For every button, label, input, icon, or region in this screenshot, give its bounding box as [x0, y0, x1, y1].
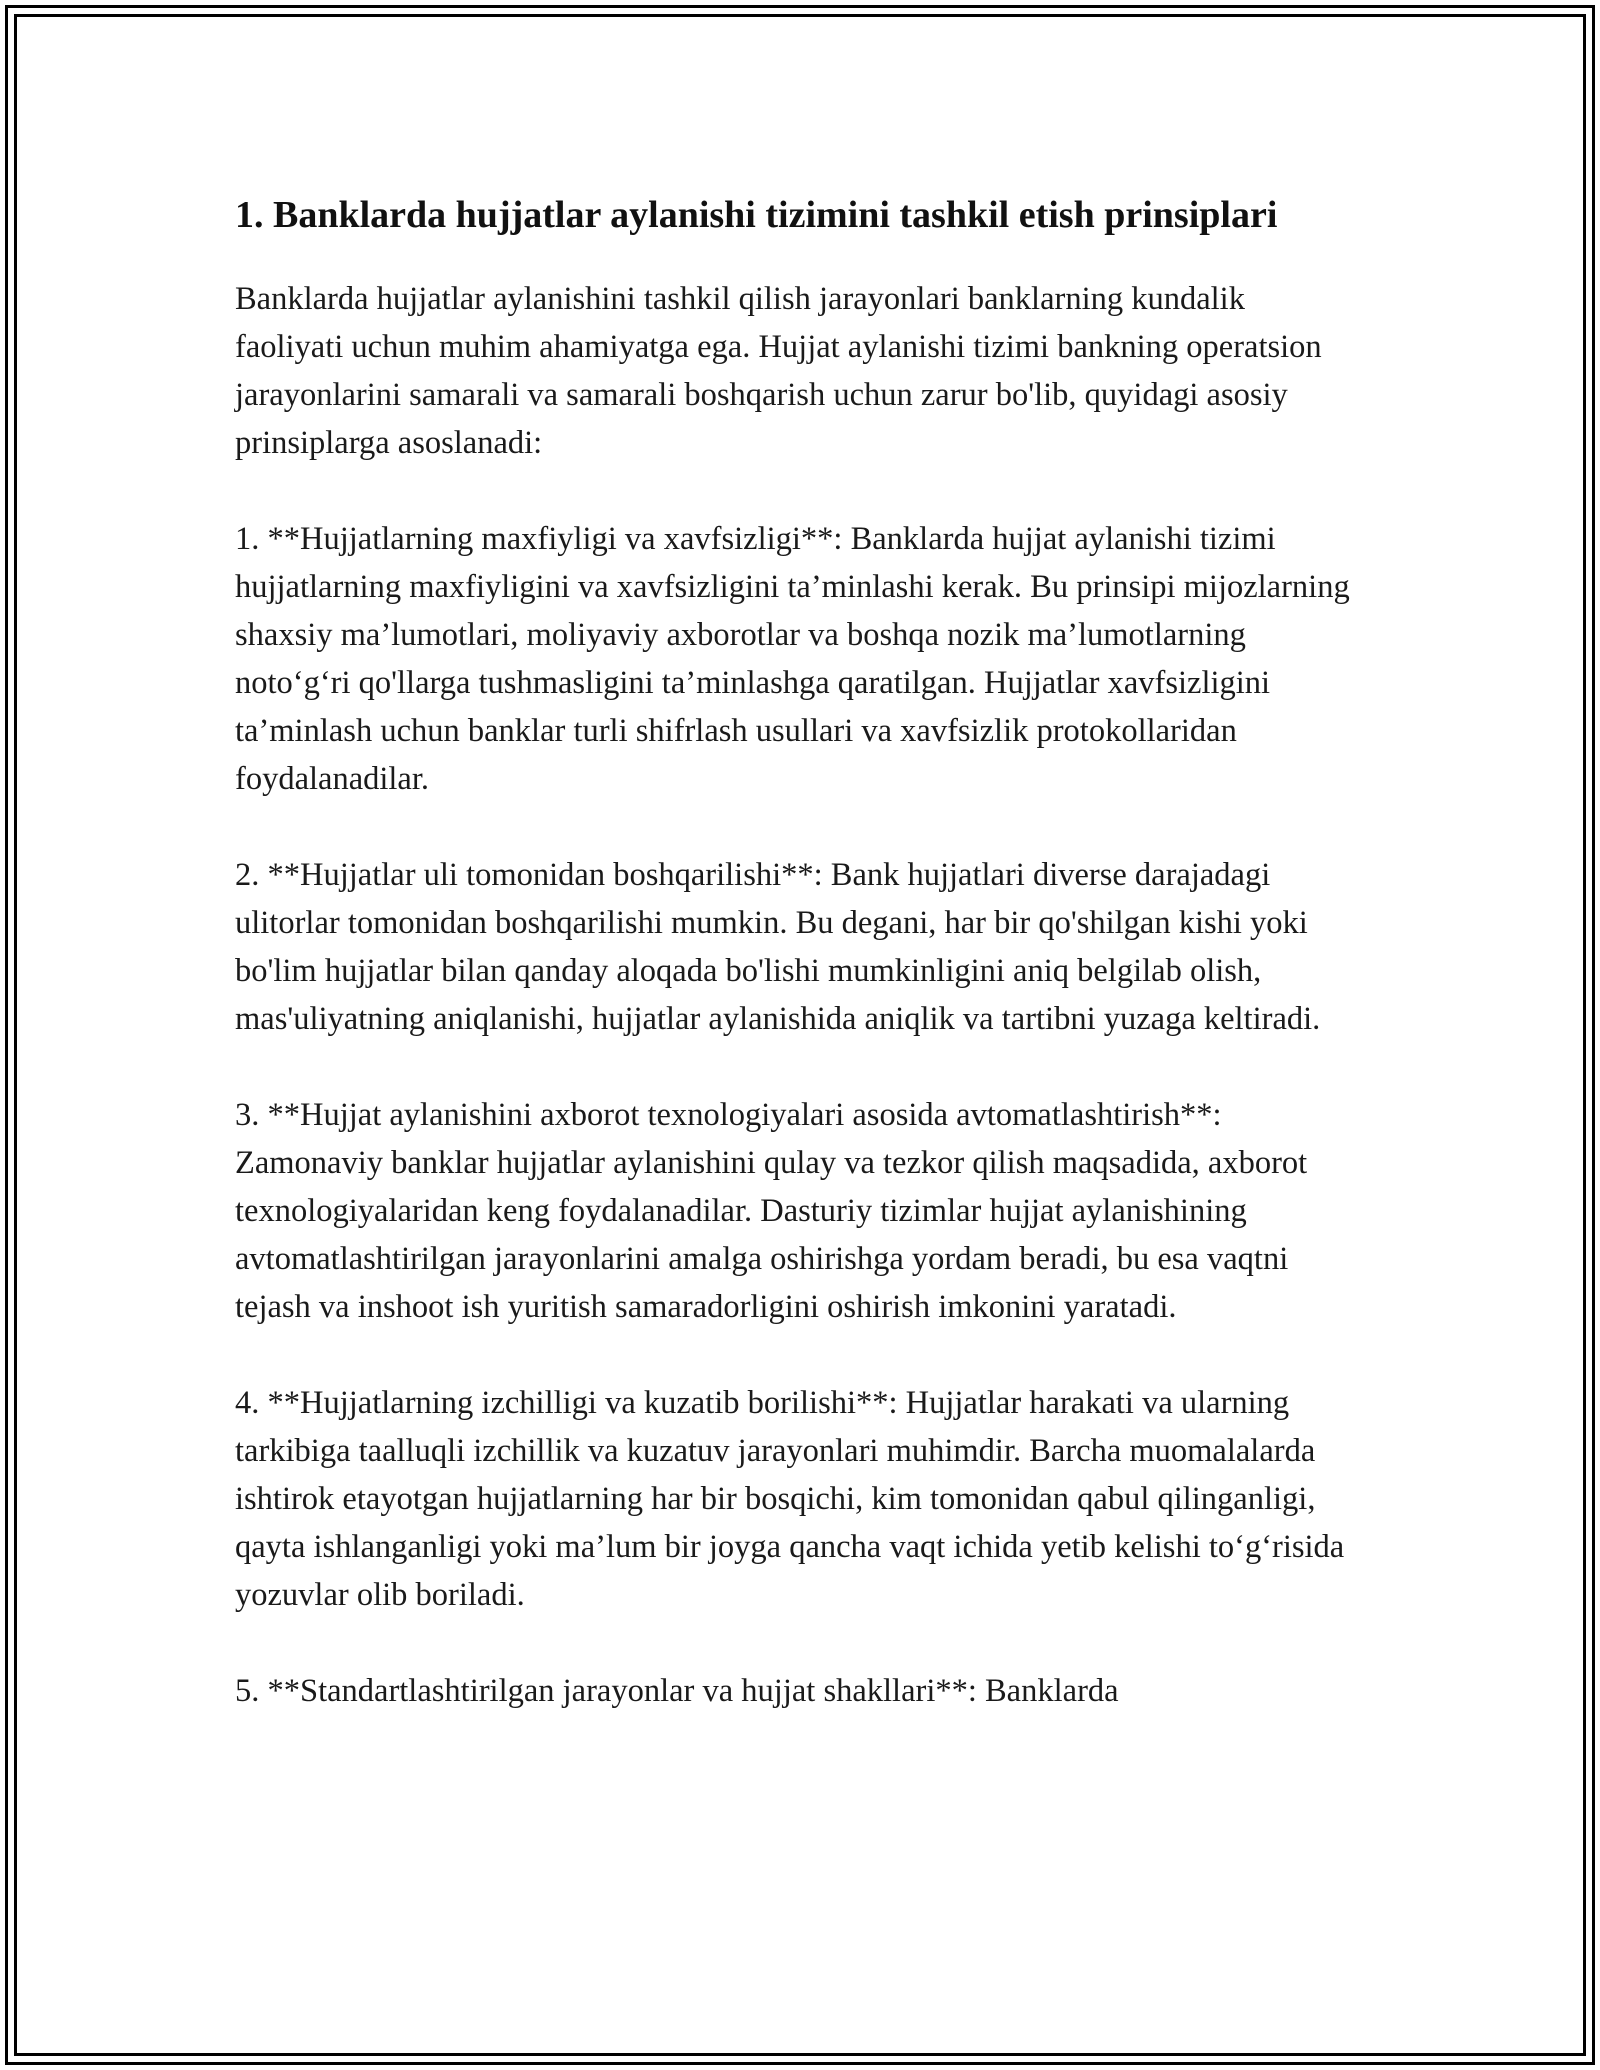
- principle-5-paragraph: 5. **Standartlashtirilgan jarayonlar va hujjat shakllari**: Banklarda: [235, 1673, 1119, 1709]
- principle-1-paragraph: 1. **Hujjatlarning maxfiyligi va xavfsizligi**: Banklarda hujjat aylanishi tizimi hujjatlarning maxfiyligini va xavfsizligini ta’minlashi kerak. Bu prinsipi mijozlarning shaxsiy ma’lumotlari, moliyaviy axborotlar va boshqa nozik ma’lumotlarning noto‘g‘ri qo'llarga tushmasligini ta’minlashga qaratilgan. Hujjatlar xavfsizligini ta’minlash uchun banklar turli shifrlash usullari va xavfsizlik protokollaridan foydalanadilar.: [235, 521, 1350, 797]
- principle-2-paragraph: 2. **Hujjatlar uli tomonidan boshqarilishi**: Bank hujjatlari diverse darajadagi ulitorlar tomonidan boshqarilishi mumkin. Bu degani, har bir qo'shilgan kishi yoki bo'lim hujjatlar bilan qanday aloqada bo'lishi mumkinligini aniq belgilab olish, mas'uliyatning aniqlanishi, hujjatlar aylanishida aniqlik va tartibni yuzaga keltiradi.: [235, 857, 1321, 1037]
- document-body: [235, 188, 1355, 1715]
- intro-paragraph: Banklarda hujjatlar aylanishini tashkil qilish jarayonlari banklarning kundalik faoliyati uchun muhim ahamiyatga ega. Hujjat aylanishi tizimi bankning operatsion jarayonlarini samarali va samarali boshqarish uchun zarur bo'lib, quyidagi asosiy prinsiplarga asoslanadi:: [235, 281, 1322, 461]
- principle-4-paragraph: 4. **Hujjatlarning izchilligi va kuzatib borilishi**: Hujjatlar harakati va ularning tarkibiga taalluqli izchillik va kuzatuv jarayonlari muhimdir. Barcha muomalalarda ishtirok etayotgan hujjatlarning har bir bosqichi, kim tomonidan qabul qilinganligi, qayta ishlanganligi yoki ma’lum bir joyga qancha vaqt ichida yetib kelishi to‘g‘risida yozuvlar olib boriladi.: [235, 1385, 1345, 1613]
- principle-3-paragraph: 3. **Hujjat aylanishini axborot texnologiyalari asosida avtomatlashtirish**: Zamonaviy banklar hujjatlar aylanishini qulay va tezkor qilish maqsadida, axborot texnologiyalaridan keng foydalanadilar. Dasturiy tizimlar hujjat aylanishining avtomatlashtirilgan jarayonlarini amalga oshirishga yordam beradi, bu esa vaqtni tejash va inshoot ish yuritish samaradorligini oshirish imkonini yaratadi.: [235, 1097, 1308, 1325]
- section-title: 1. Banklarda hujjatlar aylanishi tizimini tashkil etish prinsiplari: [235, 194, 1278, 236]
